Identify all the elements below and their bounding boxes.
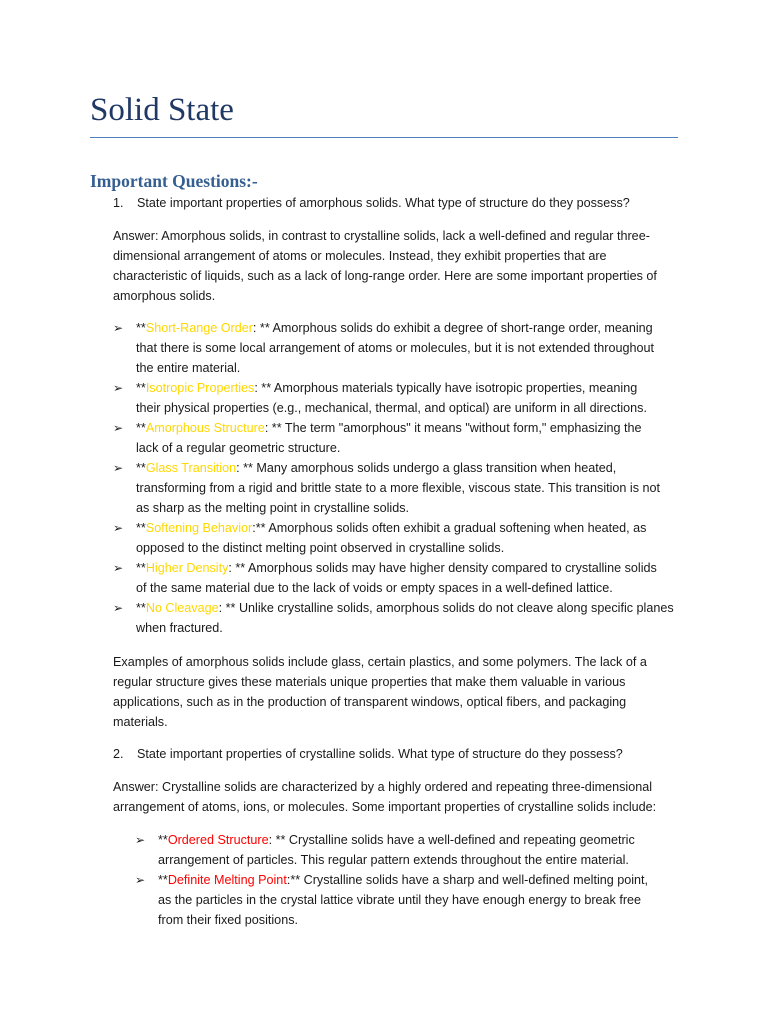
property-line [136,318,681,338]
property-line [136,478,681,498]
property-description: Amorphous solids may have higher density compared to crystalline solids [248,561,657,575]
answer-line: Answer: Crystalline solids are characterized by a highly ordered and repeating three-dimensional [113,780,653,794]
property-description: Amorphous materials typically have isotropic properties, meaning [273,381,638,395]
markdown-asterisks: ** [136,421,146,435]
property-description: of the same material due to the lack of voids or empty spaces in a well-defined lattice. [136,581,613,595]
property-term: Glass Transition [145,461,237,475]
question-text: State important properties of crystalline solids. What type of structure do they possess? [137,747,623,761]
arrow-bullet-icon: ➢ [135,833,146,847]
property-list-item [113,418,681,458]
question-number: 2. [113,747,124,761]
property-description: Crystalline solids have a well-defined and repeating geometric [288,833,635,847]
markdown-asterisks: ** [158,833,168,847]
property-line [136,578,681,598]
property-line [136,398,681,418]
property-line [136,618,681,638]
examples-line: materials. [113,715,168,729]
examples-line: applications, such as in the production of transparent windows, optical fibers, and packaging [113,695,627,709]
property-description: Unlike crystalline solids, amorphous solids do not cleave along specific planes [238,601,674,615]
markdown-asterisks: ** [136,601,146,615]
property-term: Higher Density [145,561,229,575]
property-description: the entire material. [136,361,241,375]
answer-1-paragraph [113,226,678,306]
property-description: when fractured. [136,621,223,635]
property-description: Amorphous solids often exhibit a gradual softening when heated, as [268,521,647,535]
property-line [136,378,681,398]
property-list-item [113,318,681,378]
property-term: Softening Behavior [145,521,253,535]
question-text: State important properties of amorphous solids. What type of structure do they possess? [137,196,630,210]
property-line [136,538,681,558]
answer-line: amorphous solids. [113,289,216,303]
property-separator: :** [286,873,304,887]
question-number: 1. [113,196,124,210]
markdown-asterisks: ** [136,381,146,395]
arrow-bullet-icon: ➢ [113,421,124,435]
answer-2-paragraph [113,777,678,817]
property-separator: : ** [218,601,239,615]
property-line [136,418,681,438]
property-term: Short-Range Order [145,321,253,335]
property-description: opposed to the distinct melting point observed in crystalline solids. [136,541,505,555]
property-line [136,458,681,478]
arrow-bullet-icon: ➢ [113,461,124,475]
markdown-asterisks: ** [136,461,146,475]
arrow-bullet-icon: ➢ [113,521,124,535]
property-line [136,598,681,618]
property-separator: : ** [236,461,257,475]
property-term: No Cleavage [145,601,219,615]
answer-line: Answer: Amorphous solids, in contrast to crystalline solids, lack a well-defined and regular three- [113,229,650,243]
property-description: arrangement of particles. This regular pattern extends throughout the entire material. [158,853,629,867]
property-term: Amorphous Structure [145,421,265,435]
property-list-item [135,830,683,870]
property-list-item [113,458,681,518]
amorphous-properties-list [113,318,681,638]
property-line [136,438,681,458]
property-separator: : ** [254,381,274,395]
property-line [136,558,681,578]
arrow-bullet-icon: ➢ [113,561,124,575]
property-separator: : ** [268,833,289,847]
property-line [158,850,683,870]
arrow-bullet-icon: ➢ [113,381,124,395]
property-description: Amorphous solids do exhibit a degree of short-range order, meaning [272,321,653,335]
examples-line: regular structure gives these materials unique properties that make them valuable in various [113,675,626,689]
property-term: Ordered Structure [167,833,269,847]
property-separator: : ** [228,561,249,575]
property-separator: : ** [252,321,273,335]
arrow-bullet-icon: ➢ [113,601,124,615]
answer-line: arrangement of atoms, ions, or molecules. Some important properties of crystalline solids include: [113,800,657,814]
markdown-asterisks: ** [136,321,146,335]
property-line [136,338,681,358]
property-line [136,358,681,378]
property-term: Definite Melting Point [167,873,287,887]
markdown-asterisks: ** [136,561,146,575]
property-list-item [113,518,681,558]
property-line [158,830,683,850]
property-description: from their fixed positions. [158,913,298,927]
arrow-bullet-icon: ➢ [113,321,124,335]
property-line [158,910,683,930]
examples-paragraph [113,652,678,732]
property-separator: :** [252,521,269,535]
property-line [136,498,681,518]
property-description: as sharp as the melting point in crystalline solids. [136,501,409,515]
property-line [136,518,681,538]
property-list-item [113,558,681,598]
property-description: as the particles in the crystal lattice vibrate until they have enough energy to break free [158,893,642,907]
property-description: lack of a regular geometric structure. [136,441,341,455]
property-term: Isotropic Properties [145,381,255,395]
property-description: that there is some local arrangement of atoms or molecules, but it is not extended throughout [136,341,655,355]
arrow-bullet-icon: ➢ [135,873,146,887]
page-title: Solid State [90,92,234,128]
answer-line: characteristic of liquids, such as a lack of long-range order. Here are some important properties of [113,269,657,283]
crystalline-properties-list [135,830,683,930]
answer-line: dimensional arrangement of atoms or molecules. Instead, they exhibit properties that are [113,249,607,263]
property-description: transforming from a rigid and brittle state to a more flexible, viscous state. This transition is not [136,481,661,495]
markdown-asterisks: ** [136,521,146,535]
property-description: their physical properties (e.g., mechanical, thermal, and optical) are uniform in all directions. [136,401,647,415]
section-heading: Important Questions:- [90,171,258,191]
property-list-item [135,870,683,930]
property-separator: : ** [264,421,285,435]
title-underline [90,137,678,138]
property-description: The term "amorphous" it means "without form," emphasizing the [284,421,642,435]
property-description: Many amorphous solids undergo a glass transition when heated, [256,461,617,475]
examples-line: Examples of amorphous solids include glass, certain plastics, and some polymers. The lack of a [113,655,647,669]
property-description: Crystalline solids have a sharp and well-defined melting point, [303,873,649,887]
property-line [158,870,683,890]
property-list-item [113,598,681,638]
property-line [158,890,683,910]
property-list-item [113,378,681,418]
markdown-asterisks: ** [158,873,168,887]
